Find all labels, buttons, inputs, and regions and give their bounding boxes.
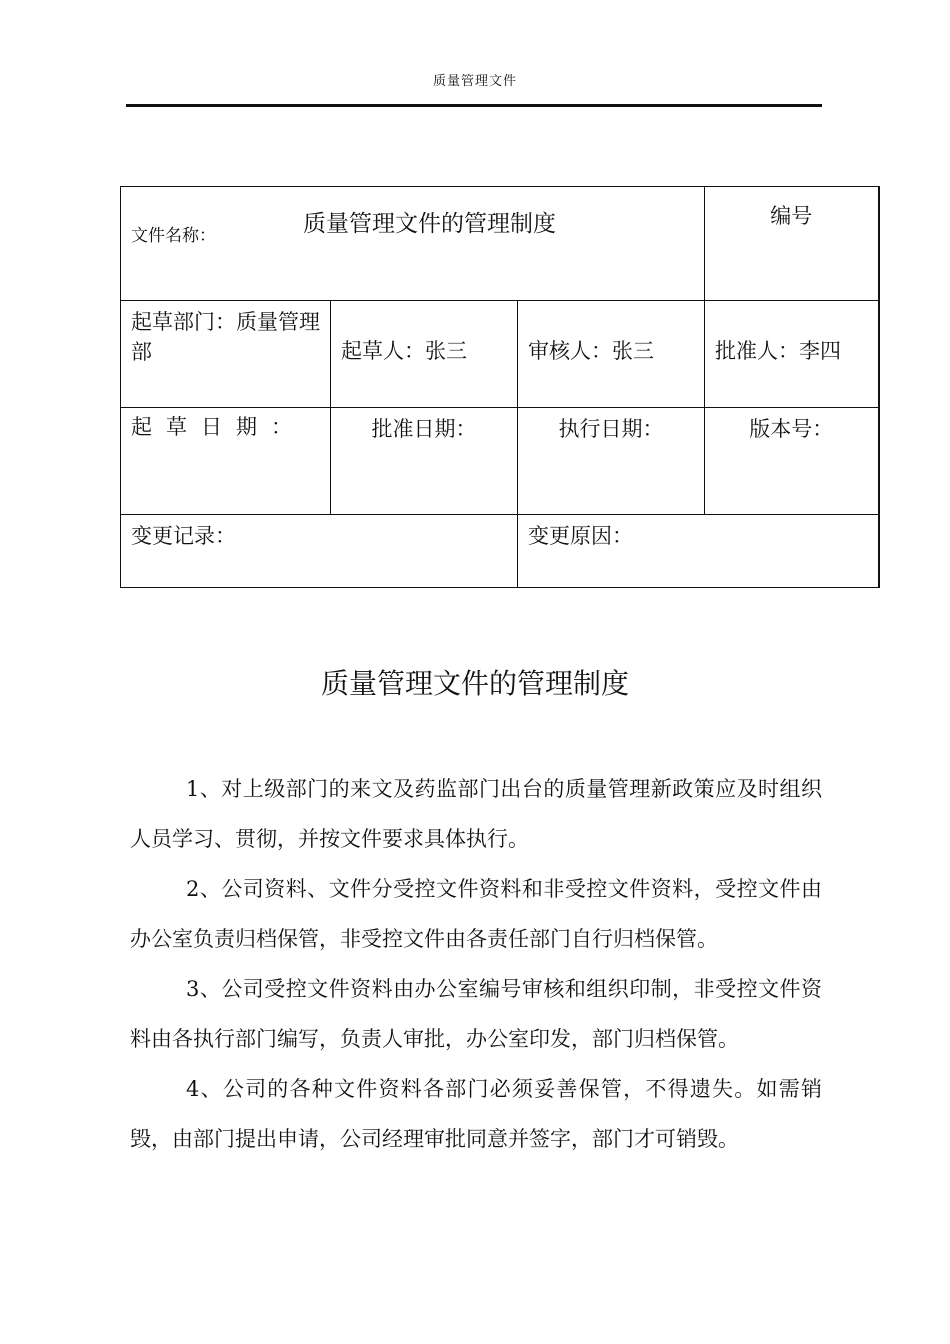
file-name-label: 文件名称： (131, 226, 216, 246)
file-name-cell (121, 187, 705, 301)
change-reason-label: 变更原因： (518, 515, 879, 588)
paragraph: 3、公司受控文件资料由办公室编号审核和组织印制，非受控文件资料由各执行部门编写，负责人审批，办公室印发，部门归档保管。 (130, 977, 822, 1051)
change-record-label: 变更记录： (121, 515, 518, 588)
document-title: 质量管理文件的管理制度 (320, 667, 629, 700)
drafter-cell: 起草人：张三 (331, 301, 518, 408)
document-control-table (120, 186, 880, 588)
approval-date-label: 批准日期： (331, 408, 518, 515)
header-rule (126, 104, 822, 107)
approver-cell: 批准人：李四 (705, 301, 879, 408)
document-body (130, 764, 822, 1164)
running-header: 质量管理文件 (432, 74, 517, 89)
paragraph: 2、公司资料、文件分受控文件资料和非受控文件资料，受控文件由办公室负责归档保管，非受控文件由各责任部门自行归档保管。 (130, 877, 822, 951)
code-label: 编号 (770, 204, 813, 228)
effective-date-label: 执行日期： (518, 408, 705, 515)
paragraph: 4、公司的各种文件资料各部门必须妥善保管，不得遗失。如需销毁，由部门提出申请，公司经理审批同意并签字，部门才可销毁。 (130, 1077, 822, 1151)
file-name-value: 质量管理文件的管理制度 (303, 211, 556, 237)
draft-date-label: 起草日期： (121, 408, 331, 515)
version-label: 版本号： (705, 408, 879, 515)
drafting-department-cell: 起草部门：质量管理部 (121, 301, 331, 408)
reviewer-cell: 审核人：张三 (518, 301, 705, 408)
code-cell (705, 187, 879, 301)
paragraph: 1、对上级部门的来文及药监部门出台的质量管理新政策应及时组织人员学习、贯彻，并按文件要求具体执行。 (130, 777, 822, 851)
